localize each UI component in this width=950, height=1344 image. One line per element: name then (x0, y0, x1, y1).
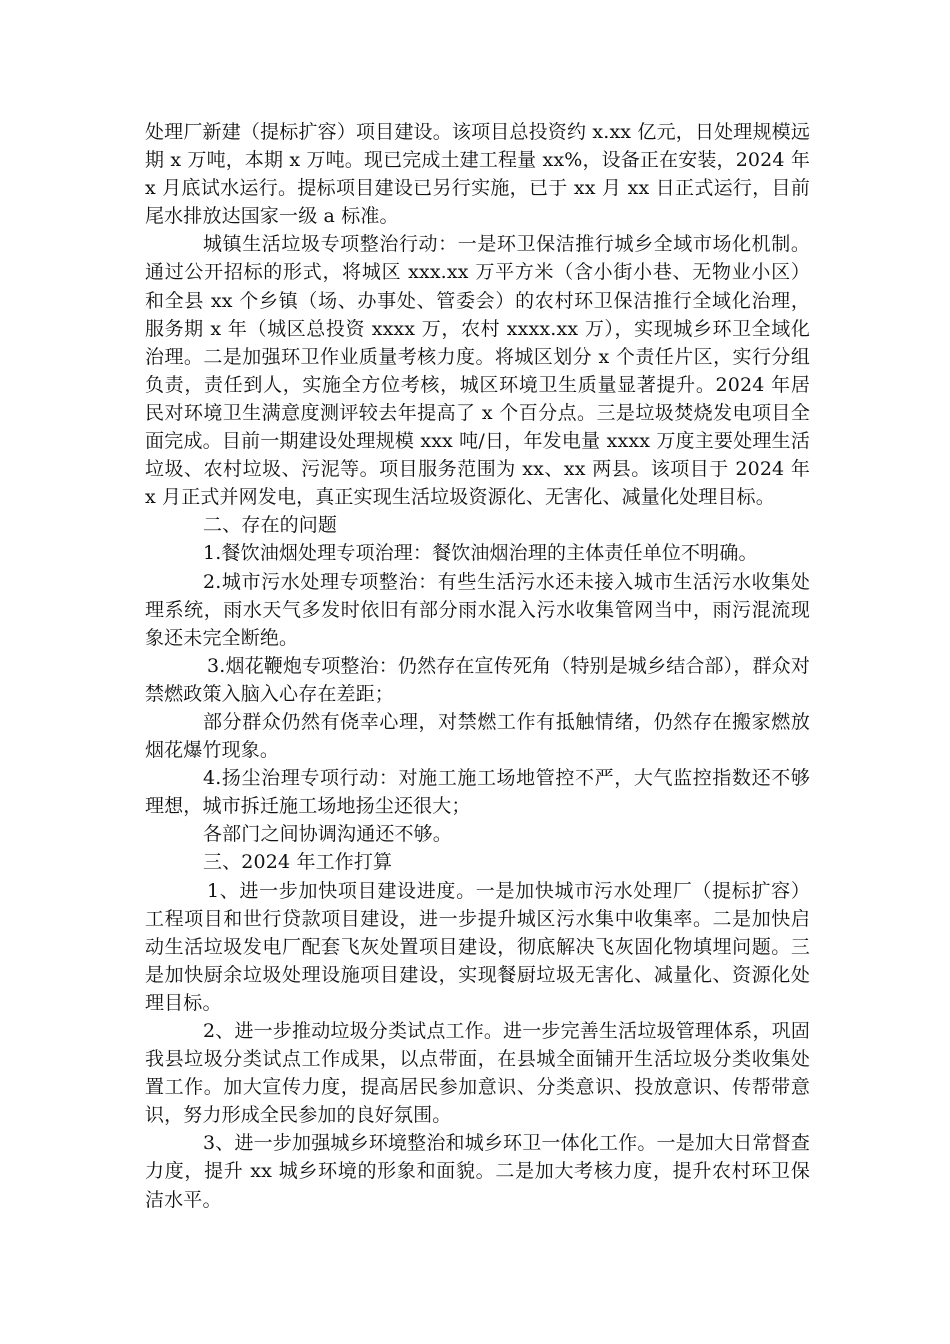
document-body (145, 118, 810, 1214)
paragraph-project-continuation: 处理厂新建（提标扩容）项目建设。该项目总投资约 x.xx 亿元，日处理规模远期 x 万吨，本期 x 万吨。现已完成土建工程量 xx%，设备正在安装，2024 年 x 月底试水运行。提标项目建设已另行实施，已于 xx 月 xx 日正式运行，目前尾水排放达国家一级 a 标准。 (145, 121, 810, 228)
paragraph-plan-environment-integration: 3、进一步加强城乡环境整治和城乡环卫一体化工作。一是加大日常督查力度，提升 xx 城乡环境的形象和面貌。二是加大考核力度，提升农村环卫保洁水平。 (145, 1132, 810, 1211)
section-heading-problems: 二、存在的问题 (203, 514, 338, 537)
paragraph-plan-project-construction: 1、进一步加快项目建设进度。一是加快城市污水处理厂（提标扩容）工程项目和世行贷款项目建设，进一步提升城区污水集中收集率。二是加快启动生活垃圾发电厂配套飞灰处置项目建设，彻底解决飞灰固化物填埋问题。三是加快厨余垃圾处理设施项目建设，实现餐厨垃圾无害化、减量化、资源化处理目标。 (145, 879, 810, 1014)
paragraph-problem-dust: 4.扬尘治理专项行动：对施工施工场地管控不严，大气监控指数还不够理想，城市拆迁施工场地扬尘还很大； (145, 767, 810, 818)
paragraph-plan-waste-sorting: 2、进一步推动垃圾分类试点工作。进一步完善生活垃圾管理体系，巩固我县垃圾分类试点工作成果，以点带面，在县城全面铺开生活垃圾分类收集处置工作。加大宣传力度，提高居民参加意识、分类意识、投放意识、传帮带意识，努力形成全民参加的良好氛围。 (145, 1020, 810, 1127)
paragraph-problem-fireworks: 3.烟花鞭炮专项整治：仍然存在宣传死角（特别是城乡结合部），群众对禁燃政策入脑入心存在差距； (145, 654, 810, 705)
paragraph-problem-fireworks-continued: 部分群众仍然有侥幸心理，对禁燃工作有抵触情绪，仍然存在搬家燃放烟花爆竹现象。 (145, 710, 810, 762)
paragraph-problem-coordination: 各部门之间协调沟通还不够。 (203, 823, 452, 846)
paragraph-problem-cooking-fumes: 1.餐饮油烟处理专项治理：餐饮油烟治理的主体责任单位不明确。 (203, 542, 758, 565)
section-heading-plans: 三、2024 年工作打算 (203, 851, 393, 874)
paragraph-problem-sewage: 2.城市污水处理专项整治：有些生活污水还未接入城市生活污水收集处理系统，雨水天气多发时依旧有部分雨水混入污水收集管网当中，雨污混流现象还未完全断绝。 (145, 570, 810, 649)
paragraph-garbage-rectification: 城镇生活垃圾专项整治行动：一是环卫保洁推行城乡全域市场化机制。通过公开招标的形式，将城区 xxx.xx 万平方米（含小街小巷、无物业小区）和全县 xx 个乡镇（场、办事处、管委会）的农村环卫保洁推行全域化治理，服务期 x 年（城区总投资 xxxx 万，农村 xxxx.xx 万），实现城乡环卫全域化治理。二是加强环卫作业质量考核力度。将城区划分 x 个责任片区，实行分组负责，责任到人，实施全方位考核，城区环境卫生质量显著提升。2024 年居民对环境卫生满意度测评较去年提高了 x 个百分点。三是垃圾焚烧发电项目全面完成。目前一期建设处理规模 xxx 吨/日，年发电量 xxxx 万度主要处理生活垃圾、农村垃圾、污泥等。项目服务范围为 xx、xx 两县。该项目于 2024 年 x 月正式并网发电，真正实现生活垃圾资源化、无害化、减量化处理目标。 (145, 233, 810, 509)
